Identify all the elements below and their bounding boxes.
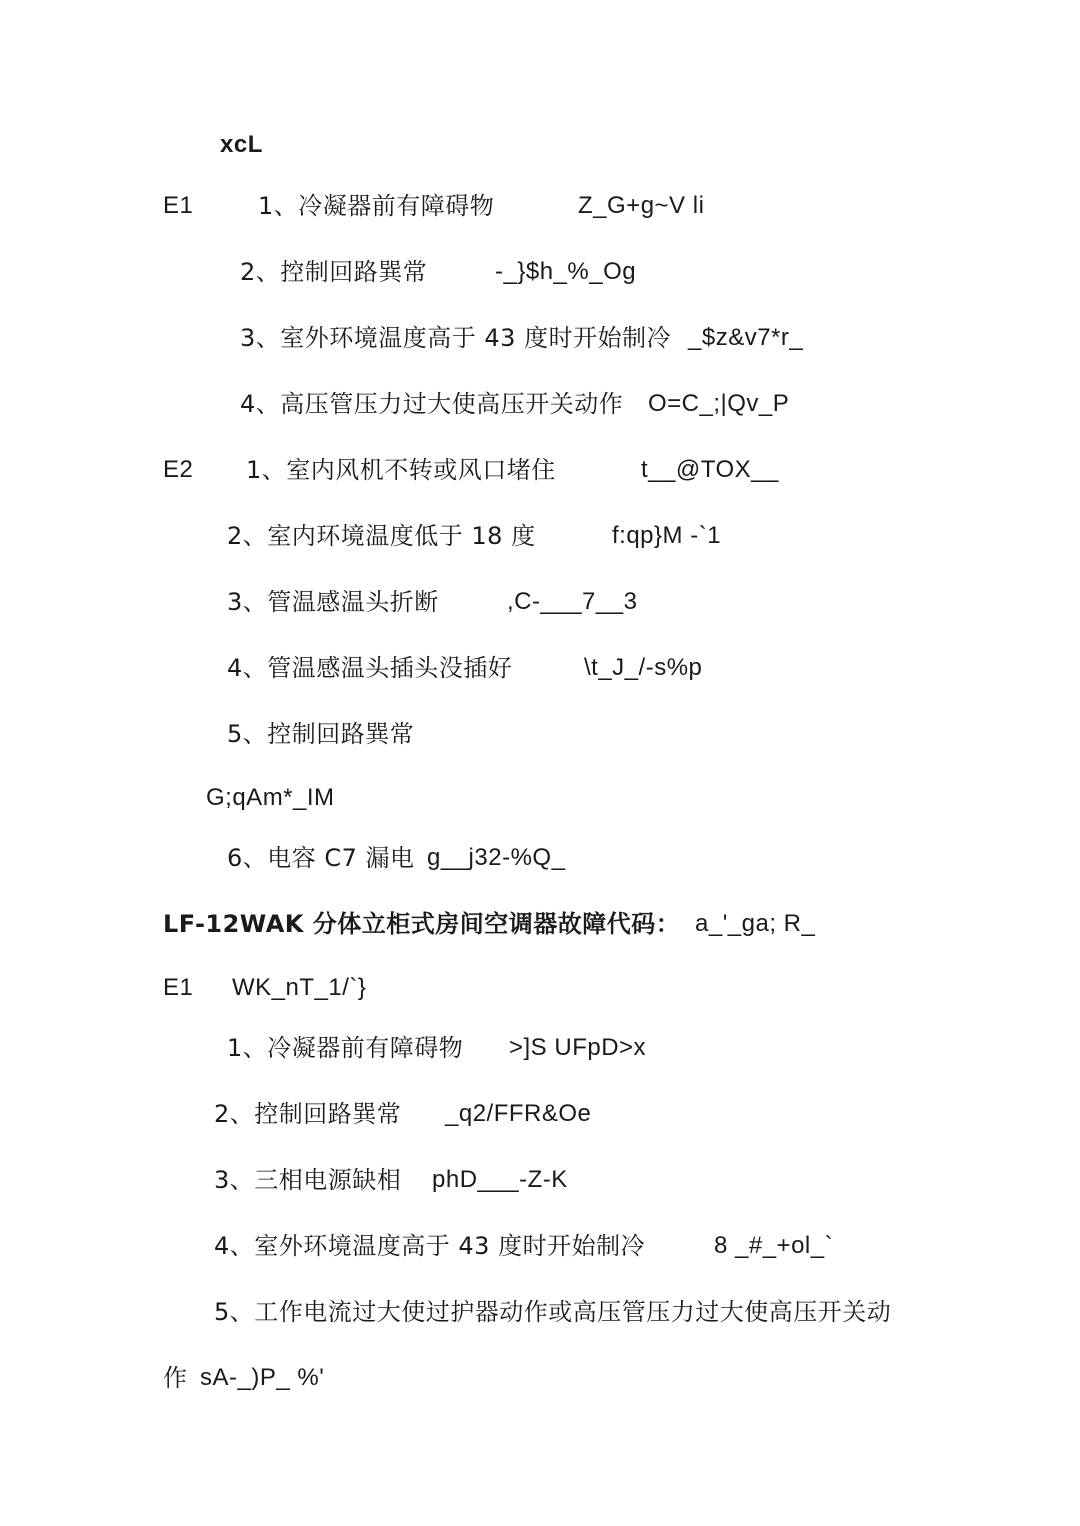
- noise-text: a_'_ga; R_: [695, 910, 816, 937]
- fault-cause: 作: [163, 1364, 188, 1392]
- noise-text: f:qp}M -`1: [612, 522, 722, 549]
- noise-text: G;qAm*_IM: [206, 784, 335, 811]
- noise-text: 8 _#_+ol_`: [714, 1232, 834, 1259]
- noise-text: _q2/FFR&Oe: [445, 1100, 592, 1127]
- fault-cause: 4、高压管压力过大使高压开关动作: [240, 390, 624, 418]
- fault-code: E1: [163, 974, 194, 1001]
- noise-text: g__j32-%Q_: [427, 844, 566, 871]
- fault-cause: 6、电容 C7 漏电: [227, 844, 415, 872]
- fault-cause: 2、控制回路巽常: [240, 258, 428, 286]
- noise-text: sA-_)P_ %': [200, 1364, 325, 1391]
- fault-cause: 5、工作电流过大使过护器动作或高压管压力过大使高压开关动: [214, 1298, 892, 1326]
- fault-cause: 1、冷凝器前有障碍物: [258, 192, 495, 220]
- noise-text: \t_J_/-s%p: [584, 654, 703, 681]
- fault-code: E2: [163, 456, 194, 483]
- fault-cause: 2、控制回路巽常: [214, 1100, 402, 1128]
- fault-cause: 3、三相电源缺相: [214, 1166, 402, 1194]
- fault-cause: 1、室内风机不转或风口堵住: [246, 456, 556, 484]
- fault-cause: 3、管温感温头折断: [227, 588, 439, 616]
- noise-text: ,C-___7__3: [507, 588, 638, 615]
- noise-text: WK_nT_1/`}: [232, 974, 367, 1001]
- noise-text: >]S UFpD>x: [509, 1034, 647, 1061]
- noise-text: t__@TOX__: [641, 456, 779, 483]
- doc-header: xcL: [220, 131, 263, 158]
- fault-cause: 5、控制回路巽常: [227, 720, 415, 748]
- noise-text: Z_G+g~V li: [578, 192, 705, 219]
- noise-text: O=C_;|Qv_P: [648, 390, 790, 417]
- section-title: LF-12WAK 分体立柜式房间空调器故障代码：: [163, 910, 681, 938]
- noise-text: -_}$h_%_Og: [495, 258, 637, 285]
- fault-cause: 3、室外环境温度高于 43 度时开始制冷: [240, 324, 672, 352]
- noise-text: phD___-Z-K: [432, 1166, 568, 1193]
- fault-code: E1: [163, 192, 194, 219]
- fault-cause: 4、室外环境温度高于 43 度时开始制冷: [214, 1232, 646, 1260]
- fault-cause: 1、冷凝器前有障碍物: [227, 1034, 464, 1062]
- noise-text: _$z&v7*r_: [688, 324, 804, 351]
- fault-cause: 4、管温感温头插头没插好: [227, 654, 513, 682]
- fault-cause: 2、室内环境温度低于 18 度: [227, 522, 536, 550]
